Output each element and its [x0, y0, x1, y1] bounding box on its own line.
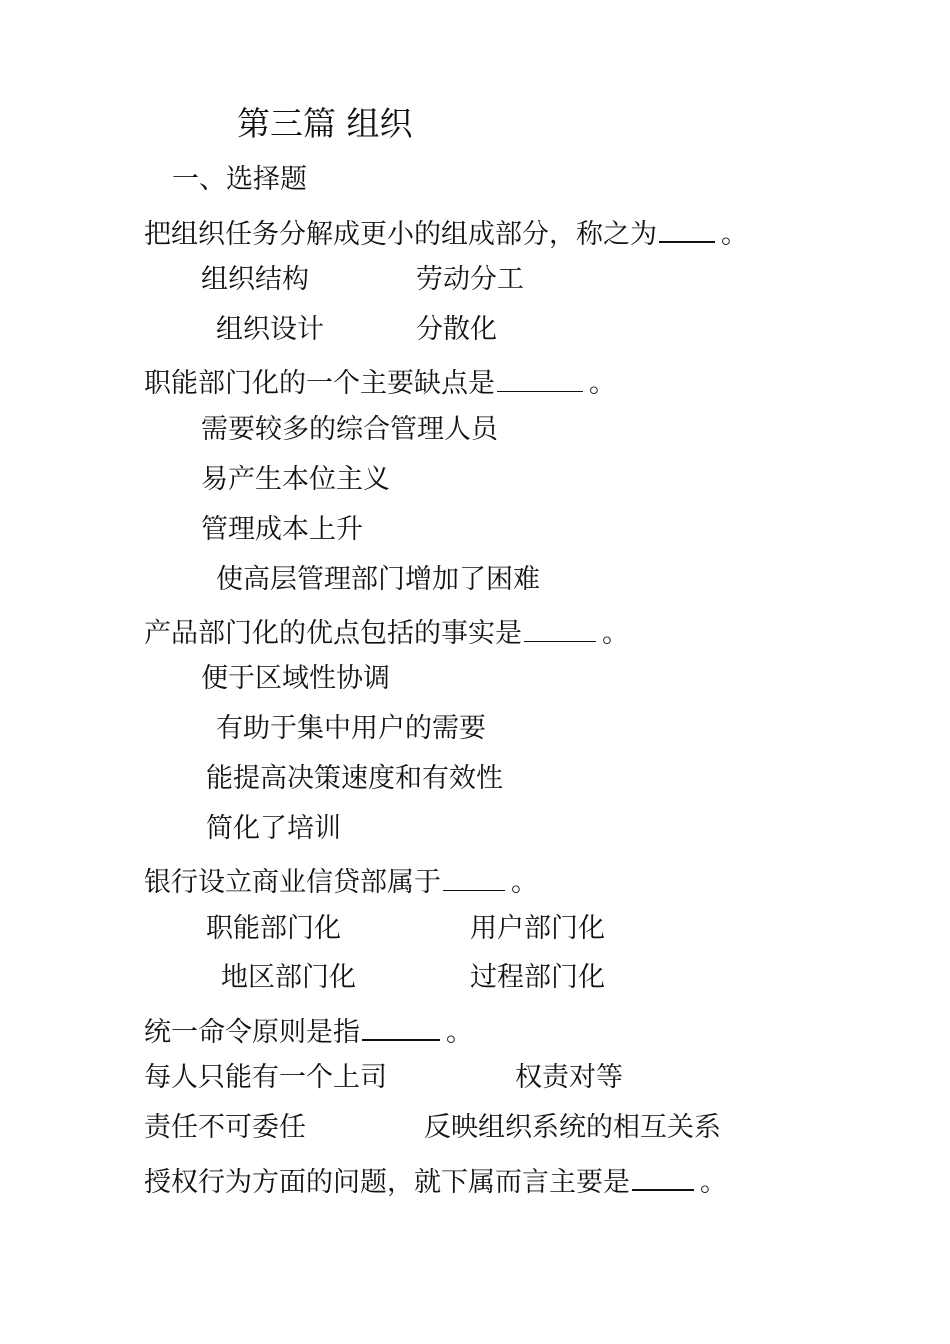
question-6-end: 。	[700, 1167, 727, 1198]
q1-option-c[interactable]: 组织设计	[216, 314, 324, 345]
q5-option-b[interactable]: 权责对等	[515, 1062, 623, 1093]
question-5-end: 。	[446, 1017, 473, 1048]
question-1-end: 。	[721, 219, 748, 250]
question-4	[144, 862, 538, 900]
question-4-stem: 银行设立商业信贷部属于	[144, 867, 441, 898]
q1-option-a[interactable]: 组织结构	[201, 264, 309, 295]
q5-option-d[interactable]: 反映组织系统的相互关系	[424, 1112, 721, 1143]
q4-option-b[interactable]: 用户部门化	[470, 913, 605, 944]
q3-option-a[interactable]: 便于区域性协调	[201, 663, 390, 694]
q5-option-c[interactable]: 责任不可委任	[144, 1112, 306, 1143]
question-5-stem: 统一命令原则是指	[144, 1017, 360, 1048]
answer-blank-2[interactable]	[497, 363, 583, 392]
question-3	[144, 613, 629, 651]
q4-option-a[interactable]: 职能部门化	[206, 913, 341, 944]
q1-option-d[interactable]: 分散化	[416, 314, 497, 345]
q3-option-b[interactable]: 有助于集中用户的需要	[216, 713, 486, 744]
q2-option-d[interactable]: 使高层管理部门增加了困难	[216, 564, 540, 595]
q3-option-c[interactable]: 能提高决策速度和有效性	[206, 763, 503, 794]
q2-option-b[interactable]: 易产生本位主义	[201, 464, 390, 495]
answer-blank-1[interactable]	[659, 213, 715, 243]
answer-blank-5[interactable]	[362, 1011, 440, 1041]
question-4-end: 。	[511, 867, 538, 898]
question-5	[144, 1011, 473, 1050]
section-heading: 一、选择题	[172, 164, 307, 195]
q3-option-d[interactable]: 简化了培训	[206, 813, 341, 844]
q5-option-a[interactable]: 每人只能有一个上司	[144, 1062, 387, 1093]
question-6	[144, 1161, 727, 1200]
question-6-stem: 授权行为方面的问题，就下属而言主要是	[144, 1167, 630, 1198]
q2-option-c[interactable]: 管理成本上升	[201, 514, 363, 545]
answer-blank-6[interactable]	[632, 1161, 694, 1191]
answer-blank-3[interactable]	[524, 613, 596, 642]
q2-option-a[interactable]: 需要较多的综合管理人员	[201, 414, 498, 445]
question-2-end: 。	[589, 368, 616, 399]
q4-option-d[interactable]: 过程部门化	[470, 962, 605, 993]
question-2	[144, 363, 616, 401]
question-3-end: 。	[602, 618, 629, 649]
question-3-stem: 产品部门化的优点包括的事实是	[144, 618, 522, 649]
question-1	[144, 213, 748, 252]
q1-option-b[interactable]: 劳动分工	[416, 264, 524, 295]
answer-blank-4[interactable]	[443, 862, 505, 891]
question-2-stem: 职能部门化的一个主要缺点是	[144, 368, 495, 399]
q4-option-c[interactable]: 地区部门化	[221, 962, 356, 993]
page-title: 第三篇 组织	[237, 104, 413, 143]
question-1-stem: 把组织任务分解成更小的组成部分，称之为	[144, 219, 657, 250]
